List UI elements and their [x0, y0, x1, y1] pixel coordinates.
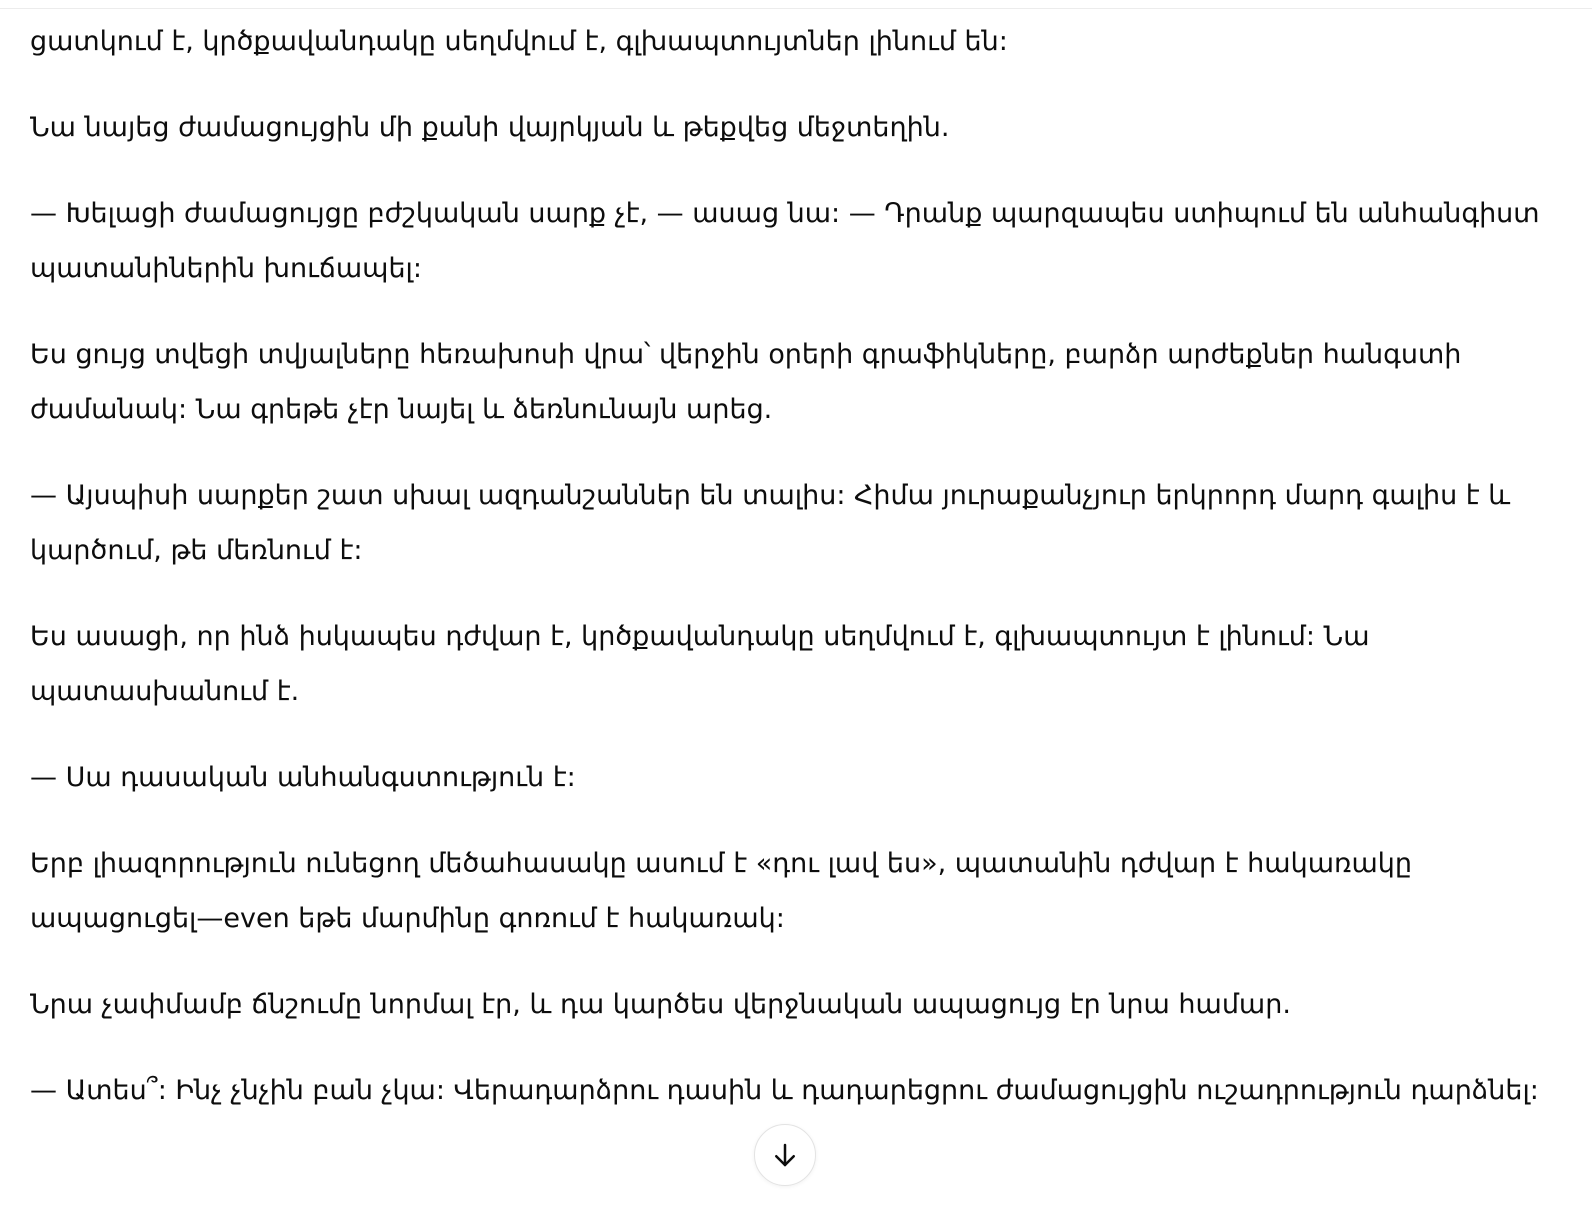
message-paragraph: — Սա դասական անհանգստություն է:	[30, 762, 576, 793]
message-paragraph: Նրա չափմամբ ճնշումը նորմալ էր, և դա կարծես վերջնական ապացույց էր նրա համար.	[30, 989, 1291, 1020]
message-paragraph: Ես ցույց տվեցի տվյալները հեռախոսի վրա՝ վերջին օրերի գրաֆիկները, բարձր արժեքներ հանգստի ժամանակ: Նա գրեթե չէր նայել և ձեռնունայն արեց.	[30, 339, 1462, 425]
message-paragraph: — Այսպիսի սարքեր շատ սխալ ազդանշաններ են տալիս: Հիմա յուրաքանչյուր երկրորդ մարդ գալիս է և կարծում, թե մեռնում է:	[30, 480, 1511, 566]
message-paragraph: Ես ասացի, որ ինձ իսկապես դժվար է, կրծքավանդակը սեղմվում է, գլխապտույտ է լինում: Նա պատասխանում է.	[30, 621, 1370, 707]
assistant-message	[30, 14, 1560, 1149]
top-divider	[0, 0, 1592, 9]
message-paragraph: Նա նայեց ժամացույցին մի քանի վայրկյան և թեքվեց մեջտեղին.	[30, 112, 950, 143]
scroll-to-bottom-button[interactable]	[754, 1124, 816, 1186]
message-paragraph: Երբ լիազորություն ունեցող մեծահասակը ասում է «դու լավ ես», պատանին դժվար է հակառակը ապացուցել—even եթե մարմինը գոռում է հակառակ:	[30, 848, 1413, 934]
message-paragraph: ցատկում է, կրծքավանդակը սեղմվում է, գլխապտույտներ լինում են:	[30, 26, 1008, 57]
message-paragraph: — Խելացի ժամացույցը բժշկական սարք չէ, — ասաց նա: — Դրանք պարզապես ստիպում են անհանգիստ պատանիներին խուճապել:	[30, 198, 1540, 284]
arrow-down-icon	[770, 1140, 800, 1170]
message-paragraph: — Ատես՞: Ինչ չնչին բան չկա: Վերադարձրու դասին և դադարեցրու ժամացույցին ուշադրություն դարձնել:	[30, 1075, 1539, 1106]
